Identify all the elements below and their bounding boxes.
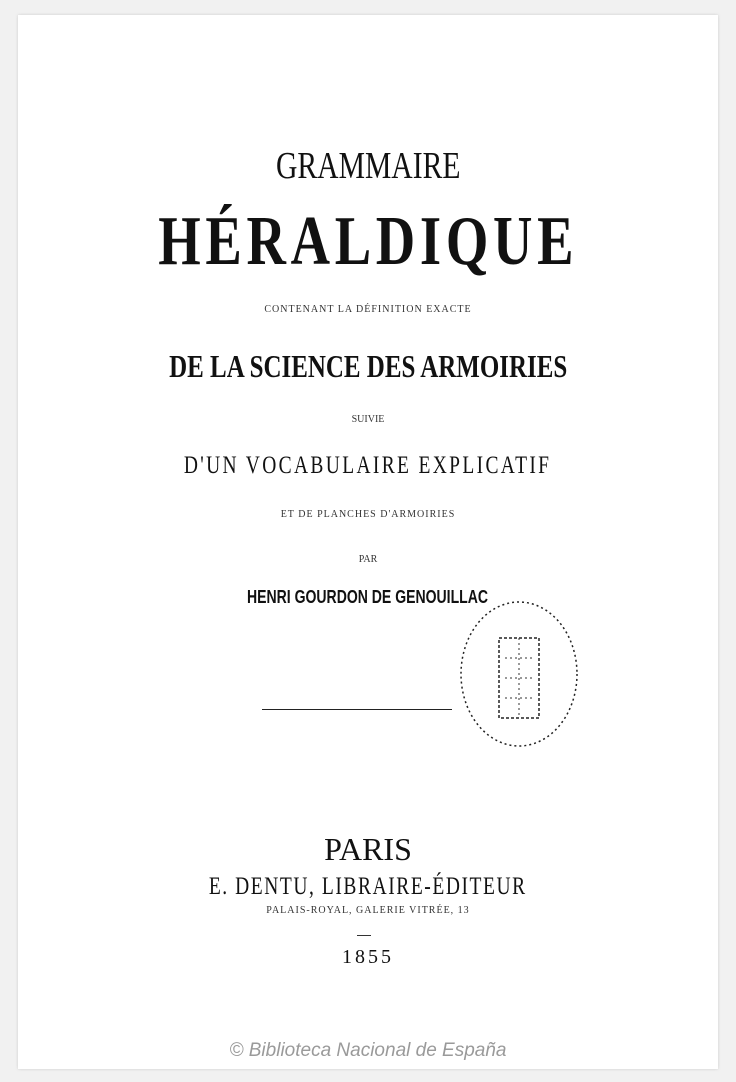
city: PARIS	[324, 831, 412, 867]
plates-line: ET DE PLANCHES D'ARMOIRIES	[280, 509, 456, 520]
subtitle-small: CONTENANT LA DÉFINITION EXACTE	[264, 304, 472, 315]
vocabulary-text: D'UN VOCABULAIRE EXPLICATIF	[184, 452, 552, 479]
title-line-2	[0, 203, 736, 280]
title-line-2-text: HÉRALDIQUE	[158, 203, 578, 280]
publisher-address: PALAIS-ROYAL, GALERIE VITRÉE, 13	[266, 905, 470, 916]
subtitle-main-text: DE LA SCIENCE DES ARMOIRIES	[168, 348, 568, 384]
library-stamp	[455, 598, 583, 750]
small-dash	[357, 935, 371, 936]
publisher	[0, 874, 736, 899]
subtitle-main	[0, 350, 736, 382]
title-line-1-text: GRAMMAIRE	[275, 145, 461, 187]
author-text: HENRI GOURDON DE GENOUILLAC	[247, 587, 489, 607]
copyright-footer: © Biblioteca Nacional de España	[229, 1040, 507, 1061]
divider-rule	[262, 709, 452, 710]
publisher-text: E. DENTU, LIBRAIRE-ÉDITEUR	[209, 873, 527, 900]
title-line-1	[0, 147, 736, 185]
par-text: PAR	[358, 554, 378, 565]
year: 1855	[342, 946, 394, 968]
suivie-text: SUIVIE	[351, 414, 385, 425]
vocabulary-line	[0, 453, 736, 478]
author-name	[0, 588, 736, 606]
